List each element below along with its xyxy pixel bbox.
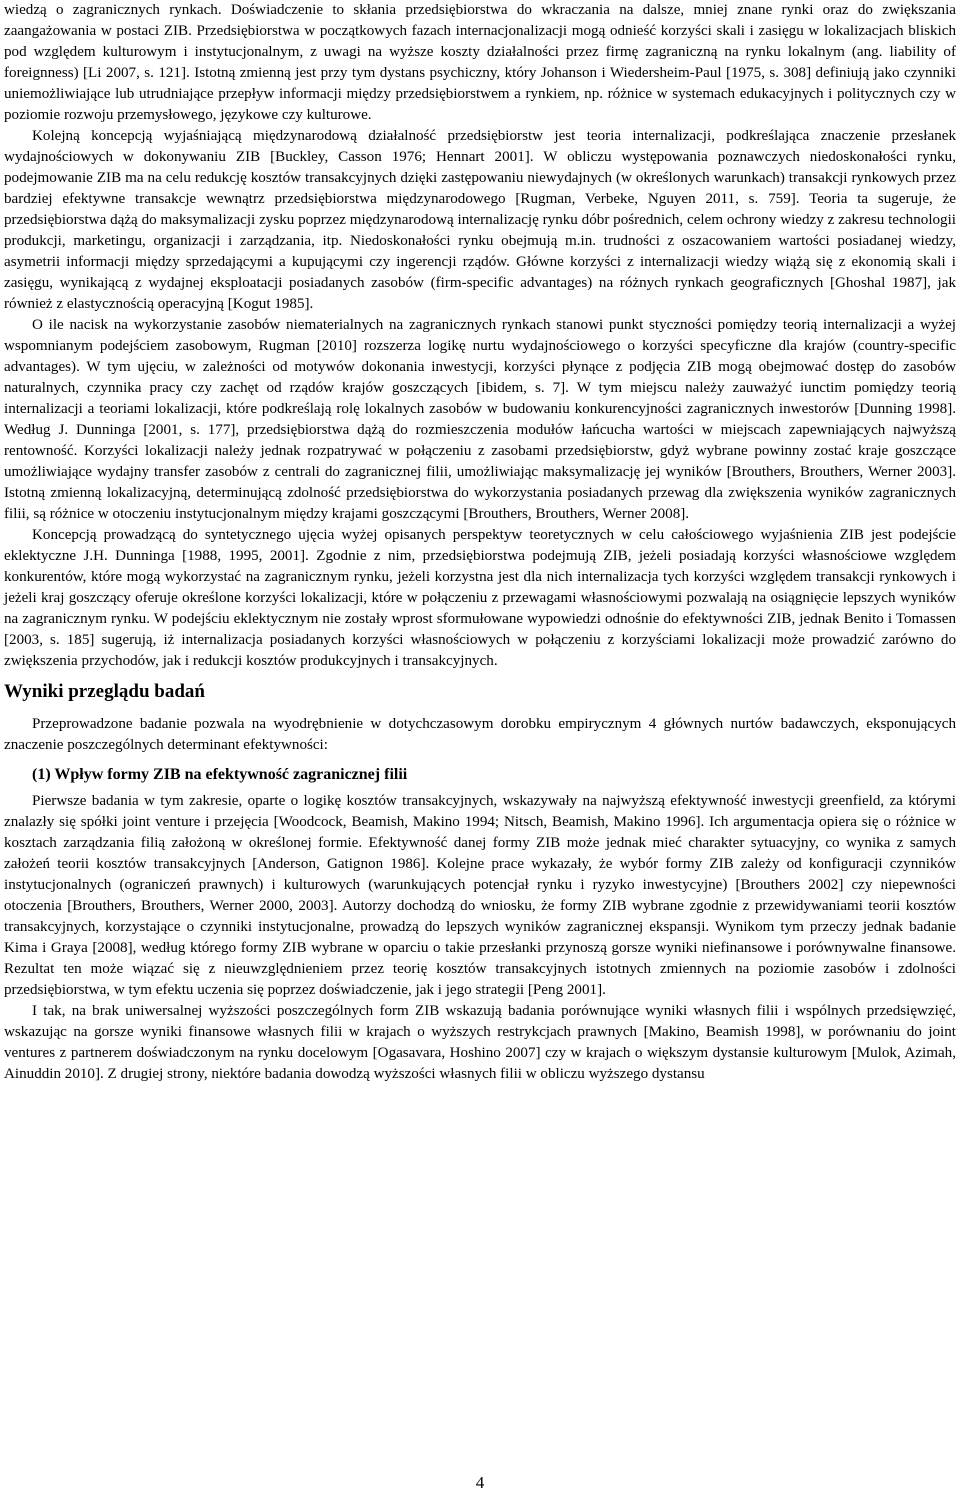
- paragraph-fdi-form-effect: Pierwsze badania w tym zakresie, oparte o logikę kosztów transakcyjnych, wskazywały na najwyższą efektywność inwestycji greenfield, za którymi znalazły się spółki joint venture i przejęcia [Woodcock, Beamish, Makino 1994; Nitsch, Beamish, Makino 1996]. Ich argumentacja opiera się o różnice w kosztach zarządzania filią założoną w określonej formie. Efektywność danej formy ZIB może jednak mieć charakter sytuacyjny, co wynika z samych założeń teorii kosztów transakcyjnych [Anderson, Gatignon 1986]. Kolejne prace wykazały, że wybór formy ZIB zależy od konfiguracji czynników instytucjonalnych (ograniczeń prawnych) i kulturowych (warunkujących potencjał rynku i ryzyko inwestycyjne) [Brouthers 2002] czy niepewności otoczenia [Brouthers, Brouthers, Werner 2000, 2003]. Autorzy dochodzą do wniosku, że formy ZIB wybrane zgodnie z przewidywaniami teorii kosztów transakcyjnych, korzystające o czynniki instytucjonalne, prowadzą do lepszych wyników zagranicznej ekspansji. Wynikom tym przeczy jednak badanie Kima i Graya [2008], według którego formy ZIB wybrane w oparciu o takie przesłanki przynoszą gorsze wyniki niefinansowe i porównywalne finansowe. Rezultat ten może wiązać się z nieuwzględnieniem przez teorię kosztów transakcyjnych istotnych zmiennych na poziomie zasobów i zdolności przedsiębiorstwa, w tym efektu uczenia się poprzez doświadczenie, jak i jego strategii [Peng 2001].: [4, 793, 956, 998]
- paragraph-location-advantages: O ile nacisk na wykorzystanie zasobów niematerialnych na zagranicznych rynkach stanowi punkt styczności pomiędzy teorią internalizacji a wyżej wspomnianym podejściem zasobowym, Rugman [2010] rozszerza logikę nurtu wydajnościowego o korzyści specyficzne dla krajów (country-specific advantages). W tym ujęciu, w zależności od motywów dokonania inwestycji, korzyści płynące z podjęcia ZIB mogą obejmować dostęp do zasobów naturalnych, czynnika pracy czy zachęt od rządów krajów goszczących [ibidem, s. 7]. W tym miejscu należy zauważyć iunctim pomiędzy teorią internalizacji a teoriami lokalizacji, które podkreślają rolę lokalnych zasobów w budowaniu konkurencyjności zagranicznych inwestorów [Dunning 1998]. Według J. Dunninga [2001, s. 177], przedsiębiorstwa dążą do rozmieszczenia modułów łańcucha wartości w miejscach zapewniających najwyższą rentowność. Korzyści lokalizacji należy jednak rozpatrywać w połączeniu z zasobami przedsiębiorstw, gdyż wybrane powinny zostać kraje goszczące umożliwiające wydajny transfer zasobów z centrali do zagranicznej filii, umożliwiając maksymalizację jej wyników [Brouthers, Brouthers, Werner 2003]. Istotną zmienną lokalizacyjną, determinującą zdolność przedsiębiorstwa do wykorzystania posiadanych przewag dla zwiększenia wyników zagranicznych filii, są różnice w otoczeniu instytucjonalnym między krajami goszczącymi [Brouthers, Brouthers, Werner 2008].: [4, 317, 956, 522]
- section-heading: Wyniki przeglądu badań: [4, 681, 205, 702]
- paragraph-no-universal-superiority: I tak, na brak uniwersalnej wyższości poszczególnych form ZIB wskazują badania porównujące wyniki własnych filii i wspólnych przedsięwzięć, wskazując na gorsze wyniki finansowe własnych filii w krajach o wyższych restrykcjach prawnych [Makino, Beamish 1998], w porównaniu do joint ventures z partnerem doświadczonym na rynku docelowym [Ogasavara, Hoshino 2007] czy w krajach o większym dystansie kulturowym [Mulok, Azimah, Ainuddin 2010]. Z drugiej strony, niektóre badania dowodzą wyższości własnych filii w obliczu wyższego dystansu: [4, 1003, 956, 1082]
- paragraph-internalization-theory: Kolejną koncepcją wyjaśniającą międzynarodową działalność przedsiębiorstw jest teoria internalizacji, podkreślająca znaczenie przesłanek wydajnościowych w dokonywaniu ZIB [Buckley, Casson 1976; Hennart 2001]. W obliczu występowania poznawczych niedoskonałości rynku, podejmowanie ZIB ma na celu redukcję kosztów transakcyjnych dzięki zastępowaniu niewydajnych (w określonych warunkach) transakcji rynkowych przez bardziej efektywne transakcje wewnątrz przedsiębiorstwa międzynarodowego [Rugman, Verbeke, Nguyen 2011, s. 759]. Teoria ta sugeruje, że przedsiębiorstwa dążą do maksymalizacji zysku poprzez międzynarodową internalizację rynku dóbr pośrednich, celem ochrony wiedzy z zakresu technologii produkcji, marketingu, organizacji i zarządzania, itp. Niedoskonałości rynku obejmują m.in. trudności z oszacowaniem wartości posiadanej wiedzy, asymetrii informacji między sprzedającymi a kupującymi czy ingerencji rządów. Główne korzyści z internalizacji wiedzy wiążą się z ekonomią skali i zasięgu, wynikającą z wydajnej eksploatacji posiadanych zasobów (firm-specific advantages) na różnych rynkach geograficznych [Ghoshal 1987], jak również z elastycznością operacyjną [Kogut 1985].: [4, 128, 956, 312]
- page-number: 4: [475, 1473, 485, 1492]
- paragraph-eclectic-paradigm: Koncepcją prowadzącą do syntetycznego ujęcia wyżej opisanych perspektyw teoretycznych w celu całościowego wyjaśnienia ZIB jest podejście eklektyczne J.H. Dunninga [1988, 1995, 2001]. Zgodnie z nim, przedsiębiorstwa podejmują ZIB, jeżeli posiadają korzyści własnościowe względem konkurentów, które mogą wykorzystać na zagranicznym rynku, jeżeli korzystna jest dla nich internalizacja tych korzyści względem transakcji rynkowych i jeżeli kraj goszczący oferuje określone korzyści lokalizacji, które w połączeniu z przewagami własnościowymi pozwalają na osiągnięcie lepszych wyników na zagranicznym rynku. W podejściu eklektycznym nie zostały wprost sformułowane wypowiedzi odnośnie do efektywności ZIB, jednak Benito i Tomassen [2003, s. 185] sugerują, iż internalizacja posiadanych korzyści własnościowych w połączeniu z korzyściami lokalizacji może prowadzić zarówno do zwiększenia przychodów, jak i redukcji kosztów produkcyjnych i transakcyjnych.: [4, 527, 956, 669]
- document-page: [4, 0, 956, 1085]
- subsection-heading: (1) Wpływ formy ZIB na efektywność zagranicznej filii: [32, 766, 408, 783]
- paragraph-continuation: wiedzą o zagranicznych rynkach. Doświadczenie to skłania przedsiębiorstwa do wkraczania na dalsze, mniej znane rynki oraz do zwiększania zaangażowania w postaci ZIB. Przedsiębiorstwa w początkowych fazach internacjonalizacji mogą odnieść korzyści skali i zasięgu w lokalizacjach bliskich pod względem kulturowym i instytucjonalnym, z uwagi na wyższe koszty działalności przez firmę zagraniczną na rynku lokalnym (ang. liability of foreignness) [Li 2007, s. 121]. Istotną zmienną jest przy tym dystans psychiczny, który Johanson i Wiedersheim-Paul [1975, s. 308] definiują jako czynniki uniemożliwiające lub utrudniające przepływ informacji między przedsiębiorstwem a rynkiem, np. różnice w systemach edukacyjnych i politycznych czy w poziomie rozwoju przemysłowego, językowe czy kulturowe.: [4, 2, 956, 123]
- section-intro-paragraph: Przeprowadzone badanie pozwala na wyodrębnienie w dotychczasowym dorobku empirycznym 4 głównych nurtów badawczych, eksponujących znaczenie poszczególnych determinant efektywności:: [4, 716, 956, 753]
